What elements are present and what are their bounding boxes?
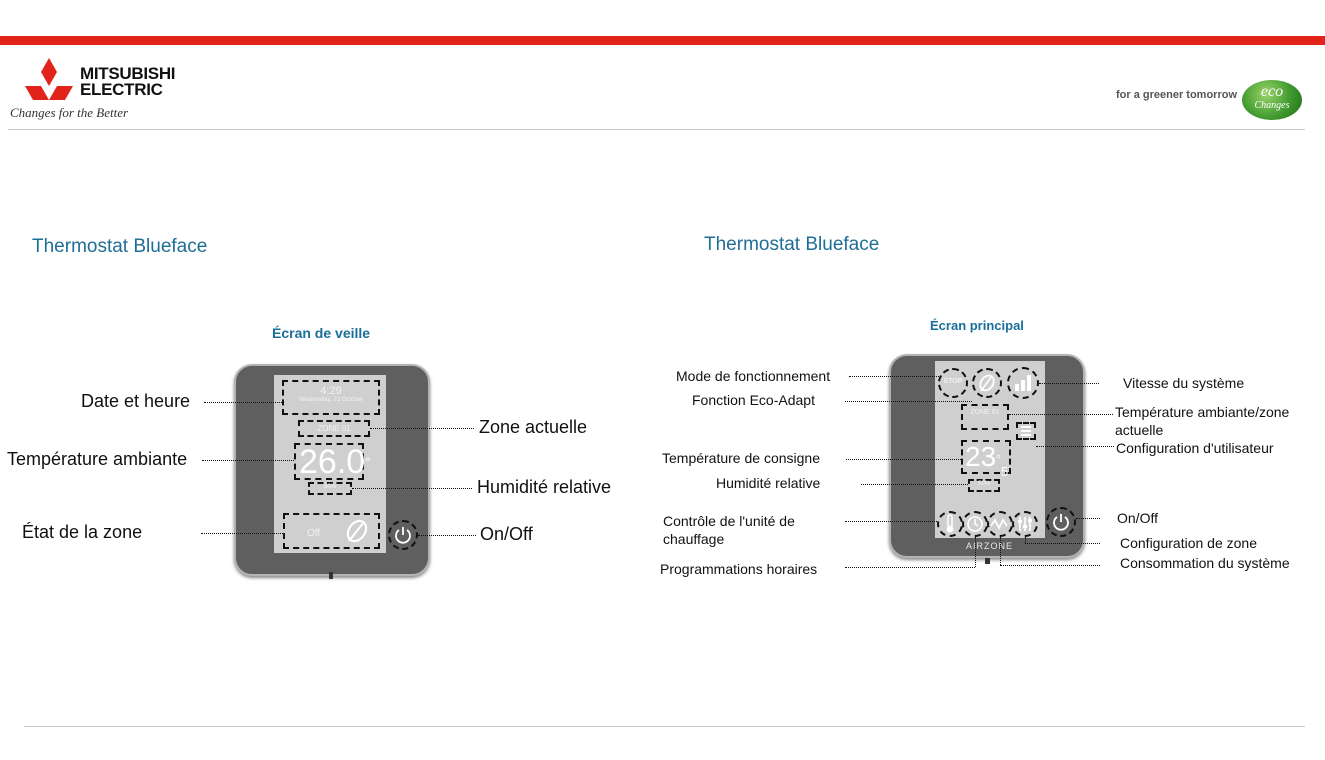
leader-on-off-2 [1076,518,1100,519]
leader-programmations [845,567,975,568]
label-temp-zone: Température ambiante/zone actuelle [1115,404,1290,438]
setpoint-temperature-box: 23 ° 5 [961,440,1011,474]
device-sensor-2 [985,558,990,564]
device-sensor [329,572,333,579]
date-time-box: 4:29 Wednesday, 23 October [282,380,380,415]
thermometer-icon [943,514,957,534]
label-temperature-ambiante: Température ambiante [7,449,188,469]
red-header-bar [0,36,1325,45]
leader-config-zone-vertical [1025,537,1026,543]
header-divider [8,129,1305,130]
label-zone-actuelle: Zone actuelle [479,417,588,437]
eco-leaf-icon [977,373,997,393]
leader-consigne [846,459,961,460]
label-eco-adapt: Fonction Eco-Adapt [692,392,815,408]
ambient-zone-box: ZONE 01 [961,404,1009,430]
left-section-title: Thermostat Blueface [32,236,208,257]
right-section-title: Thermostat Blueface [704,234,880,255]
leader-config-zone [1025,543,1100,544]
speed-bars-icon [1013,373,1033,393]
footer-divider [24,726,1305,727]
leader-config-user [1036,446,1114,447]
humidity-box-2: 50% [968,479,1000,492]
leader-temperature-ambiante [202,460,294,461]
wave-icon [990,516,1010,532]
leader-eco-adapt [845,401,972,402]
label-consommation: Consommation du système [1120,555,1290,571]
tagline: for a greener tomorrow [1116,89,1238,101]
airzone-brand: AIRZONE [966,541,1014,551]
label-consigne: Température de consigne [662,450,820,466]
eco-leaf-icon [344,518,370,544]
leader-programmations-vertical [975,537,976,567]
label-on-off: On/Off [480,524,533,544]
leader-etat-zone [201,533,283,534]
humidity-box: 50% [308,482,352,495]
brand-slogan: Changes for the Better [10,105,129,120]
mode-circle: STOP [938,368,968,398]
label-vitesse: Vitesse du système [1123,375,1245,391]
eco-changes-logo: eco Changes [1242,80,1302,120]
leader-mode [849,376,939,377]
label-on-off-2: On/Off [1117,510,1158,526]
leader-humidite-2 [861,484,968,485]
leader-consommation [1000,565,1100,566]
standby-screen-title: Écran de veille [272,325,371,341]
power-icon [393,525,413,545]
label-etat-zone: État de la zone [22,522,143,542]
main-screen-title: Écran principal [930,318,1024,333]
leader-consommation-vertical [1000,537,1001,565]
current-zone-box: ZONE 01 [298,420,370,437]
label-controle-chauffage: Contrôle de l'unité de chauffage [663,513,795,547]
leader-on-off [418,535,476,536]
ambient-temperature-box: 26.0° [294,443,364,480]
label-config-user: Configuration d'utilisateur [1116,440,1274,456]
mitsubishi-diamonds-logo [20,56,78,106]
leader-temp-zone [1009,414,1113,415]
leader-zone-actuelle [370,428,474,429]
leader-date-heure [204,402,282,403]
label-config-zone: Configuration de zone [1120,535,1257,551]
label-humidite-relative: Humidité relative [477,477,612,497]
sliders-icon [1016,515,1034,533]
zone-state-box: Off [283,513,380,549]
leader-vitesse [1039,383,1099,384]
clock-icon [966,515,984,533]
label-programmations: Programmations horaires [660,561,818,577]
label-humidite-2: Humidité relative [716,475,821,491]
power-icon [1051,512,1071,532]
leader-humidite [352,488,472,489]
leader-controle [845,521,937,522]
list-icon [1020,425,1032,437]
label-mode: Mode de fonctionnement [676,368,831,384]
brand-name: MITSUBISHI ELECTRIC [80,64,176,99]
label-date-heure: Date et heure [81,391,191,411]
